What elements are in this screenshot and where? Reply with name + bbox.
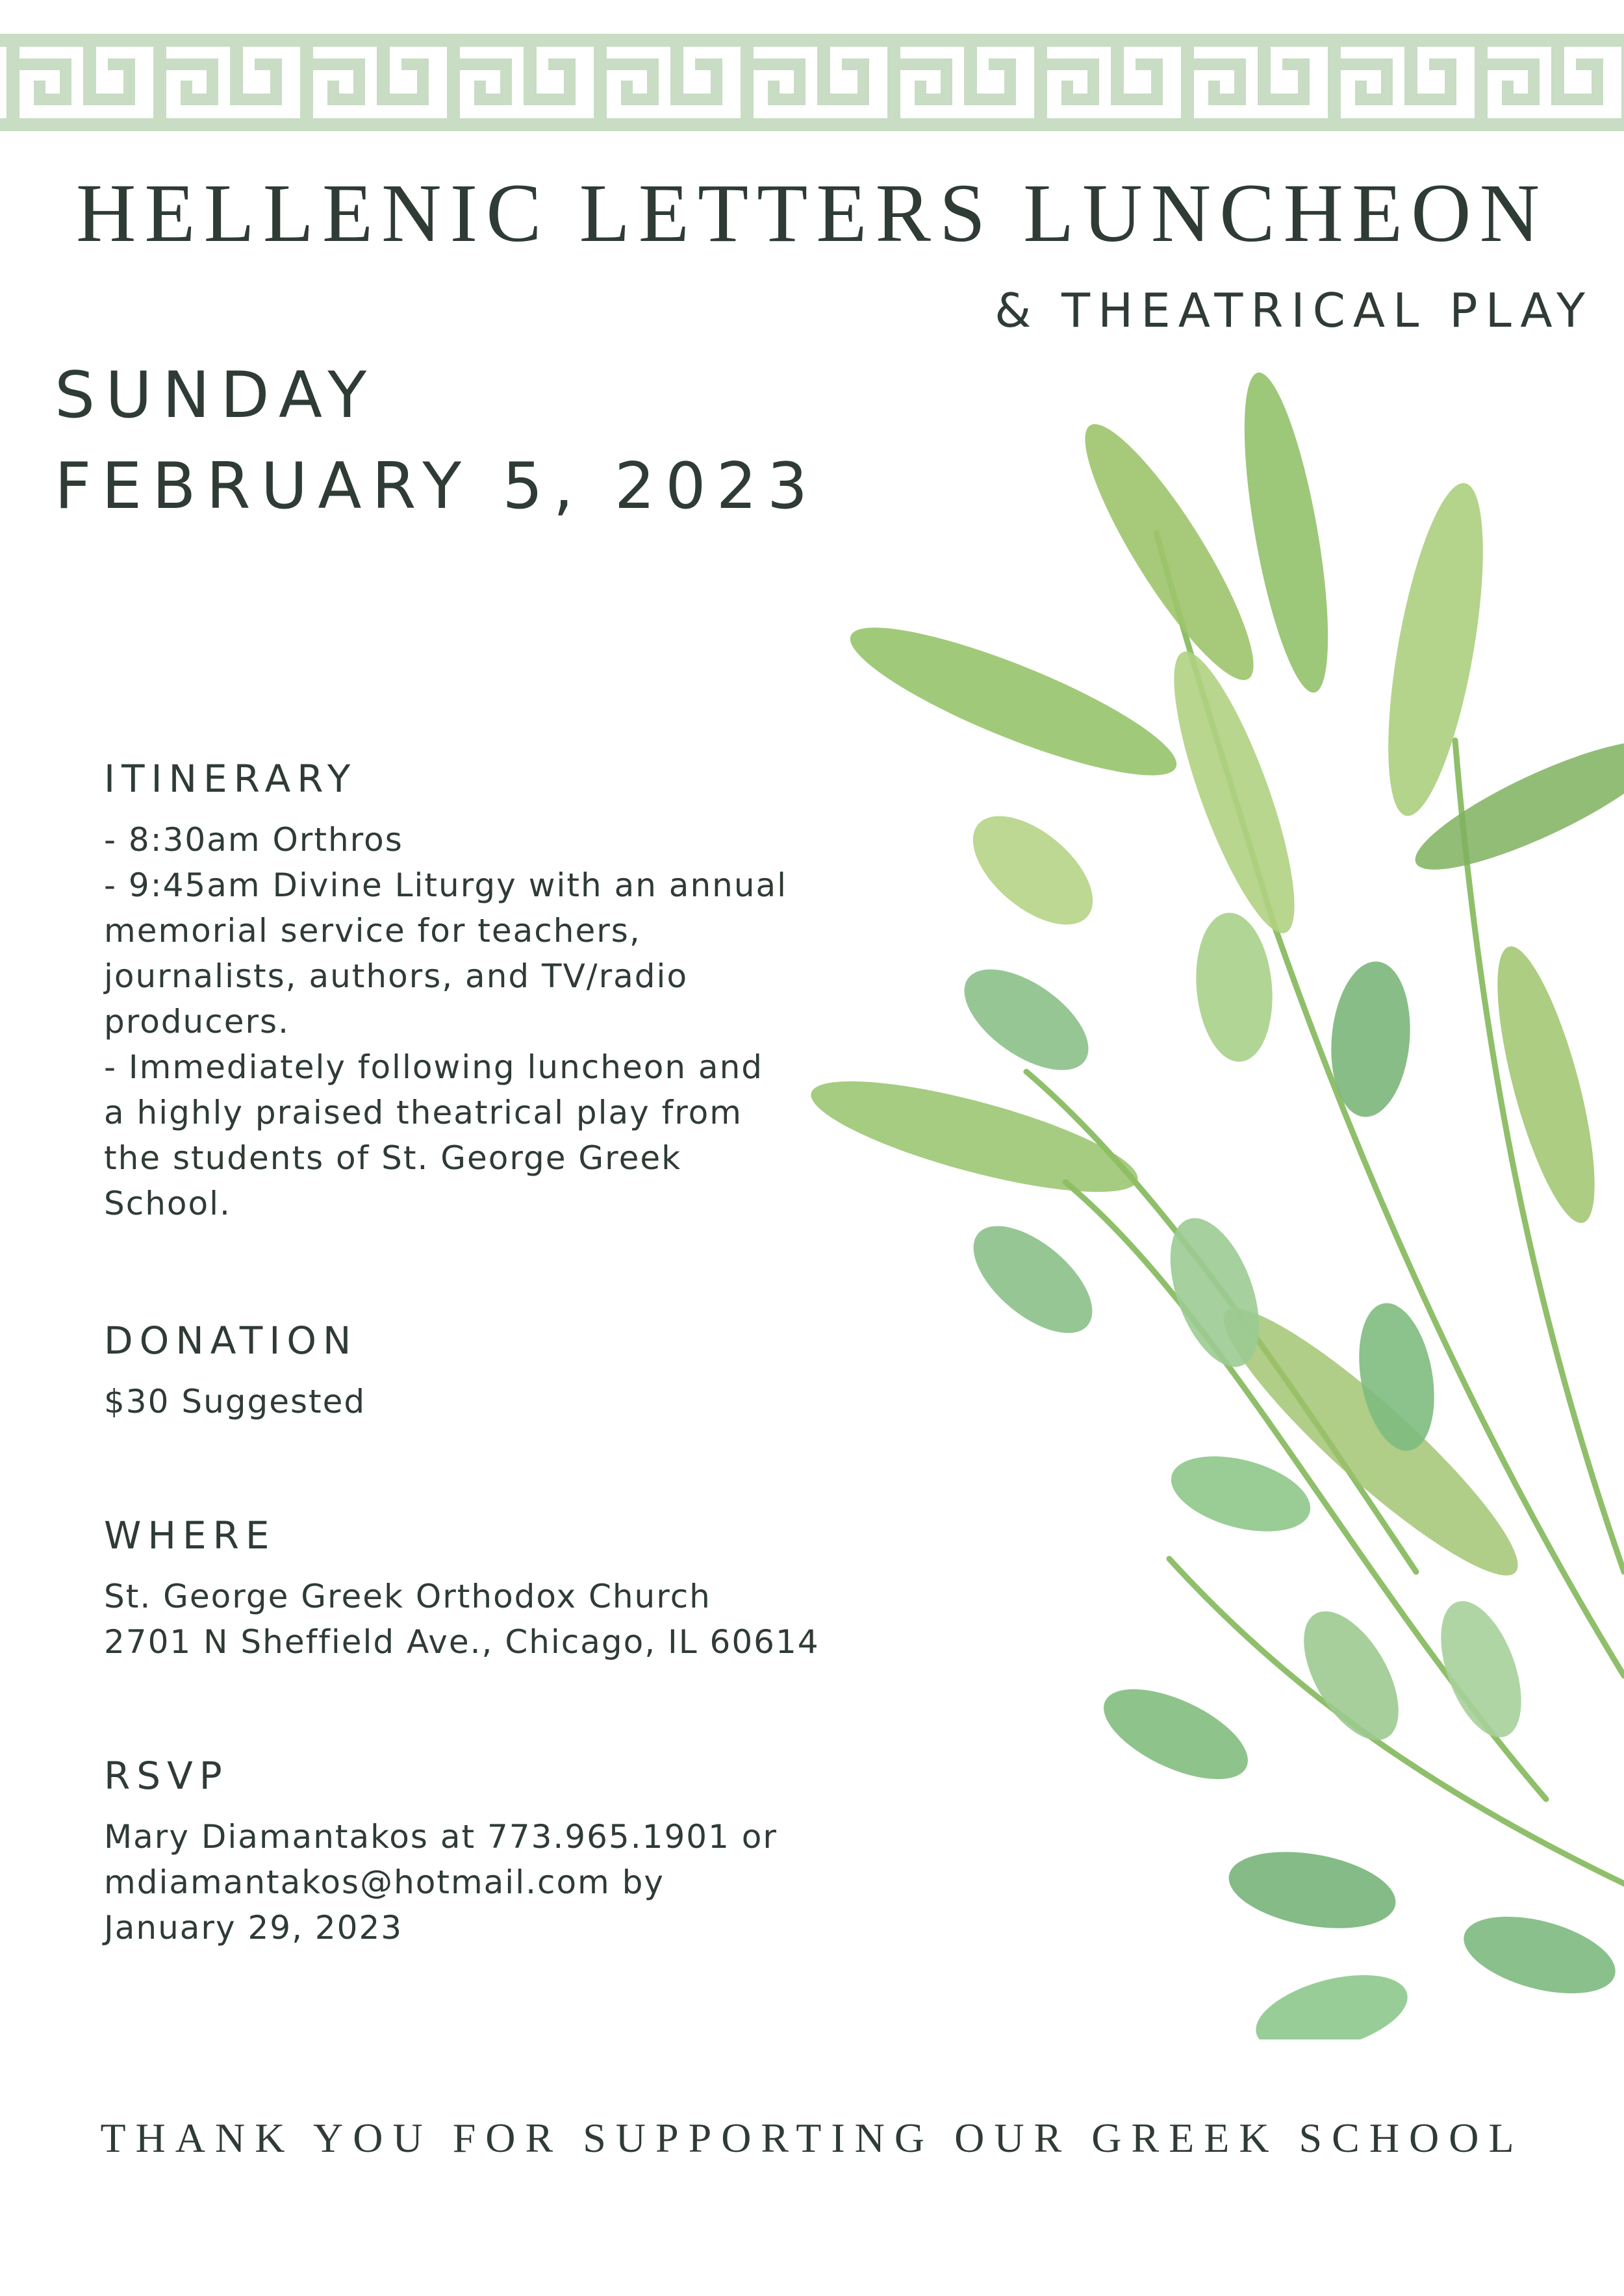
rsvp-deadline: January 29, 2023: [104, 1909, 403, 1947]
rsvp-email-line: mdiamantakos@hotmail.com by: [104, 1863, 665, 1901]
donation-amount: $30 Suggested: [104, 1383, 366, 1420]
rsvp-line: Mary Diamantakos at 773.965.1901 or: [104, 1818, 778, 1856]
itinerary-line: School.: [104, 1185, 231, 1222]
where-heading: WHERE: [104, 1513, 276, 1558]
itinerary-line: producers.: [104, 1003, 290, 1041]
itinerary-line: a highly praised theatrical play from: [104, 1094, 742, 1131]
itinerary-line: the students of St. George Greek: [104, 1139, 682, 1177]
event-title: HELLENIC LETTERS LUNCHEON: [75, 167, 1549, 259]
event-day: SUNDAY: [55, 359, 377, 433]
itinerary-line: journalists, authors, and TV/radio: [104, 957, 689, 995]
event-subtitle: & THEATRICAL PLAY: [995, 283, 1593, 338]
itinerary-line: memorial service for teachers,: [104, 912, 641, 950]
event-date: FEBRUARY 5, 2023: [55, 449, 818, 524]
itinerary-line: - Immediately following luncheon and: [104, 1048, 763, 1086]
rsvp-heading: RSVP: [104, 1754, 229, 1798]
itinerary-line: - 8:30am Orthros: [104, 821, 403, 859]
donation-heading: DONATION: [104, 1318, 358, 1363]
venue-name: St. George Greek Orthodox Church: [104, 1578, 711, 1615]
greek-key-border-icon: [0, 34, 1624, 131]
rsvp-section: [104, 1754, 851, 1950]
venue-address: 2701 N Sheffield Ave., Chicago, IL 60614: [104, 1623, 820, 1661]
itinerary-line: - 9:45am Divine Liturgy with an annual: [104, 866, 788, 904]
donation-section: [104, 1318, 851, 1424]
itinerary-heading: ITINERARY: [104, 757, 357, 801]
footer-thanks: THANK YOU FOR SUPPORTING OUR GREEK SCHOOL: [100, 2115, 1524, 2161]
where-section: [104, 1513, 851, 1665]
itinerary-section: [104, 757, 851, 1226]
